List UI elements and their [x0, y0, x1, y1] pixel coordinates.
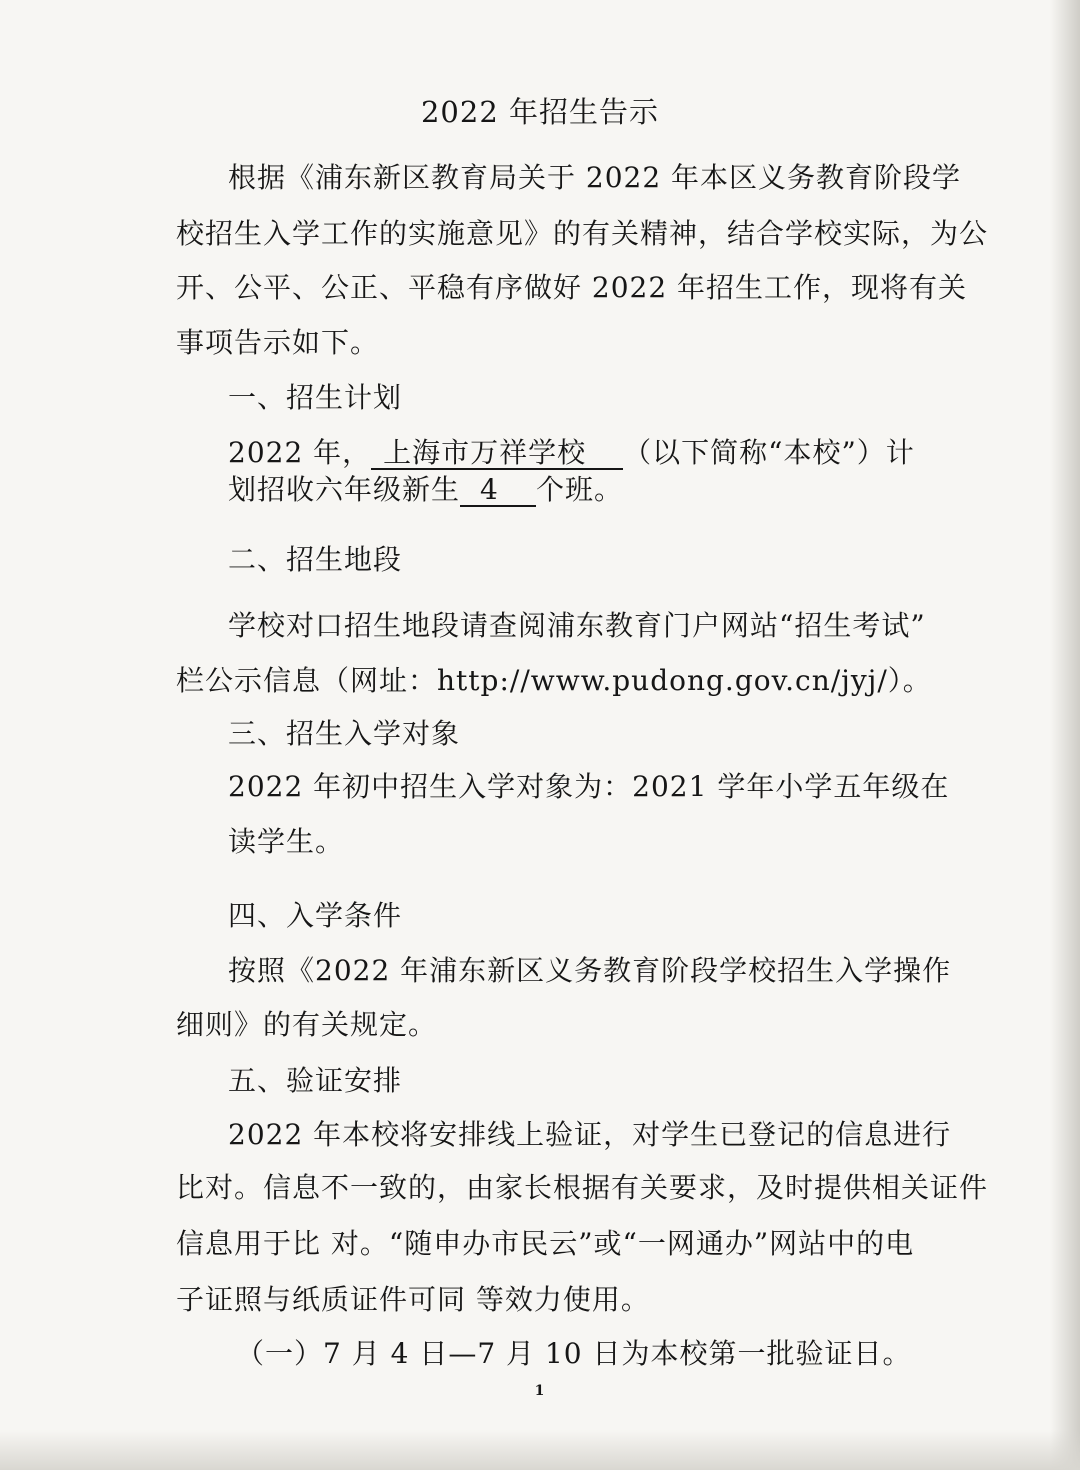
- section-5-line-2: 比对。信息不一致的，由家长根据有关要求，及时提供相关证件: [176, 1171, 989, 1204]
- page-bottom-shadow: [0, 1430, 1080, 1470]
- section-4-line-2: 细则》的有关规定。: [176, 1008, 438, 1041]
- intro-line-4: 事项告示如下。: [176, 326, 380, 359]
- page-number: 1: [534, 1383, 546, 1399]
- section-1-year-text: 2022 年，: [228, 436, 372, 469]
- section-3-line-2: 读学生。: [228, 825, 345, 858]
- section-5-line-1: 2022 年本校将安排线上验证，对学生已登记的信息进行: [228, 1118, 952, 1151]
- section-4-heading: 四、入学条件: [228, 899, 403, 932]
- section-3-heading: 三、招生入学对象: [228, 717, 461, 750]
- page-edge-shadow: [1050, 0, 1080, 1470]
- section-2-line-1: 学校对口招生地段请查阅浦东教育门户网站“招生考试”: [228, 609, 926, 642]
- section-5-heading: 五、验证安排: [228, 1064, 403, 1097]
- section-5-line-3: 信息用于比 对。“随申办市民云”或“一网通办”网站中的电: [176, 1227, 915, 1260]
- section-5-line-5: （一）7 月 4 日—7 月 10 日为本校第一批验证日。: [236, 1337, 912, 1370]
- section-3-line-1: 2022 年初中招生入学对象为：2021 学年小学五年级在: [228, 770, 950, 803]
- section-1-class-text: 个班。: [536, 473, 624, 506]
- section-1-line-1: [228, 433, 915, 473]
- section-5-line-4: 子证照与纸质证件可同 等效力使用。: [176, 1283, 650, 1316]
- section-1-line-2: [228, 470, 623, 510]
- section-1-alias-text: （以下简称“本校”）计: [623, 436, 915, 469]
- section-1-plan-text: 划招收六年级新生: [228, 473, 461, 506]
- section-1-heading: 一、招生计划: [228, 381, 403, 414]
- section-2-heading: 二、招生地段: [228, 543, 403, 576]
- intro-line-2: 校招生入学工作的实施意见》的有关精神，结合学校实际，为公: [176, 217, 989, 250]
- intro-line-3: 开、公平、公正、平稳有序做好 2022 年招生工作，现将有关: [176, 271, 968, 304]
- section-4-line-1: 按照《2022 年浦东新区义务教育阶段学校招生入学操作: [228, 954, 952, 987]
- document-title: 2022 年招生告示: [420, 95, 660, 129]
- school-name-blank: 上海市万祥学校: [371, 438, 623, 470]
- section-2-line-2: 栏公示信息（网址：http://www.pudong.gov.cn/jyj/）。: [176, 664, 932, 697]
- class-count-blank: 4: [460, 475, 536, 507]
- intro-line-1: 根据《浦东新区教育局关于 2022 年本区义务教育阶段学: [228, 161, 962, 194]
